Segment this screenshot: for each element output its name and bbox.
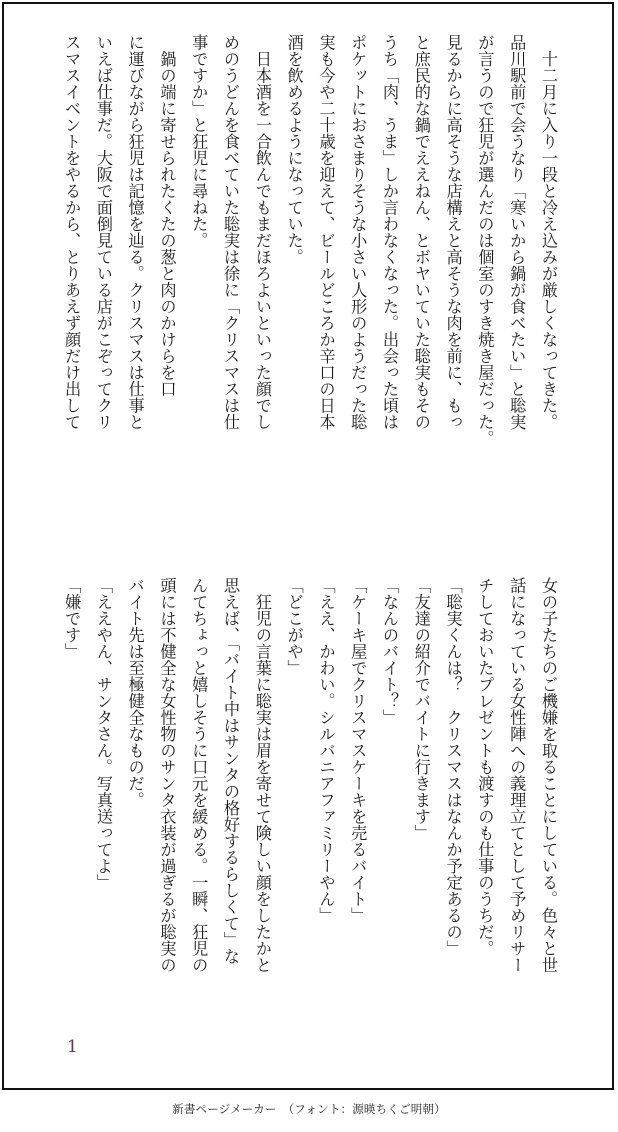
text-line: 頭には不健全な女性物のサンタ衣装が過ぎるが聡実の [157,577,177,973]
text-line: 見るからに高そうな店構えと高そうな肉を前に、もっ [443,34,463,430]
text-line: 酒を飲めるようになっていた。 [284,34,304,265]
text-line: 思えば、「バイト中はサンタの格好するらしくて」な [221,577,241,965]
text-line: いえば仕事だ。大阪で面倒見ている店がこぞってクリ [93,34,113,430]
lower-text-block [55,577,564,1072]
text-line: 実も今や二十歳を迎えて、ビールどころか辛口の日本 [316,34,336,430]
text-line: 「ええ、かわい。シルバニアファミリーやん」 [316,577,336,924]
text-line: 話になっている女性陣への義理立てとして予めリサー [507,577,527,973]
text-line: 「友達の紹介でバイトに行きます」 [411,577,431,841]
text-line: めのうどんを食べていた聡実は徐に「クリスマスは仕 [221,34,241,430]
text-line: 日本酒を一合飲んでもまだほろよいといった顔でし [252,34,272,430]
text-line: チしておいたプレゼントも渡すのも仕事のうちだ。 [475,577,495,957]
upper-text-block [55,34,564,529]
page-number: 1 [67,1037,78,1057]
text-line: 「なんのバイト？」 [380,577,400,726]
text-line: 鍋の端に寄せられたくたの葱と肉のかけらを口 [157,34,177,397]
text-line: 品川駅前で会うなり「寒いから鍋が食べたい」と聡実 [507,34,527,430]
text-line: 十二月に入り一段と冷え込みが厳しくなってきた。 [539,34,558,430]
text-line: 事ですか」と狂児に尋ねた。 [189,34,209,249]
footer-credit: 新書ページメーカー （フォント：源暎ちくご明朝） [172,1102,446,1116]
text-line: バイト先は至極健全なものだ。 [125,577,145,808]
text-line: に運びながら狂児は記憶を辿る。クリスマスは仕事と [125,34,145,430]
text-line: 「嫌です」 [62,577,82,660]
book-page [2,2,614,1090]
text-line: ポケットにおさまりそうな小さい人形のようだった聡 [348,34,368,430]
text-line: スマスイベントをやるから、とりあえず顔だけ出して [62,34,82,430]
text-line: 女の子たちのご機嫌を取ることにしている。色々と世 [539,577,558,973]
text-line: が言うので狂児が選んだのは個室のすき焼き屋だった。 [475,34,495,447]
text-line: 「どこがや」 [284,577,304,676]
text-line: んてちょっと嬉しそうに口元を緩める。一瞬、狂児の [189,577,209,973]
text-line: 「ええやん、サンタさん。写真送ってよ」 [93,577,113,891]
text-line: 「聡実くんは？ クリスマスはなんか予定あるの」 [443,577,463,957]
text-line: 「ケーキ屋でクリスマスケーキを売るバイト」 [348,577,368,924]
text-line: と庶民的な鍋でええねん、とボヤいていた聡実もその [411,34,431,430]
text-line: うち「肉、うま」しか言わなくなった。出会った頃は [380,34,400,430]
text-line: 狂児の言葉に聡実は眉を寄せて険しい顔をしたかと [252,577,272,973]
